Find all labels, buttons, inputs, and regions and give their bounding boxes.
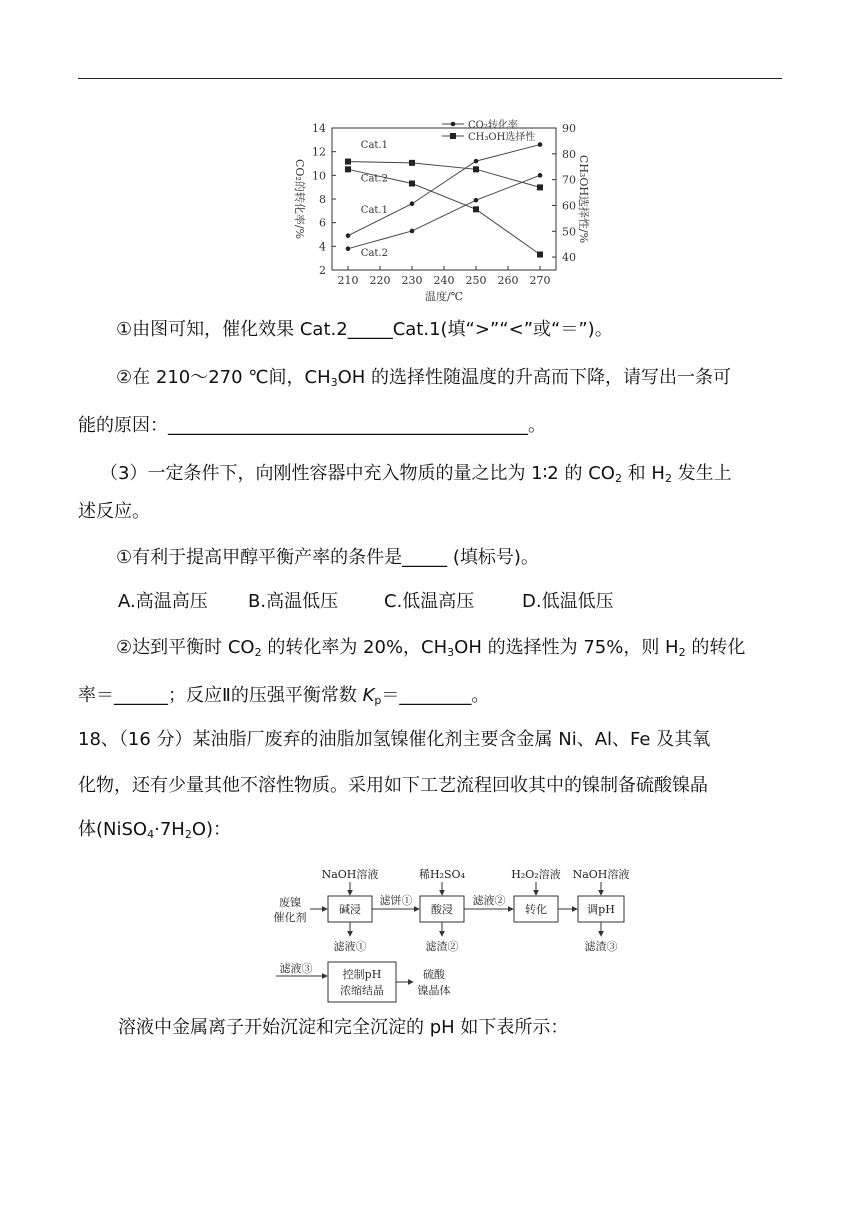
y-left-tick-label: 12 [312,145,326,159]
x-tick-label: 220 [369,274,391,287]
question-18-stem-line2: 化物，还有少量其他不溶性物质。采用如下工艺流程回收其中的镍制备硫酸镍晶 [78,775,708,796]
chart-svg [282,108,590,304]
question-selectivity-reason: ②在 210～270 ℃间，$CH_3OH$ 的选择性随温度的升高而下降，请写出一条可 [116,367,732,389]
y-left-tick-label: 10 [312,169,326,183]
circle-number: ② [116,367,133,388]
flow-residue-2: 滤渣② [425,940,459,953]
question-3-1: ①有利于提高甲醇平衡产率的条件是_____ (填标号)。 [116,547,539,568]
data-point-circle [346,233,351,238]
flow-filtrate-3: 滤液③ [279,962,313,975]
question-3-stem: （3）一定条件下，向刚性容器中充入物质的量之比为 1∶2 的 $CO_2$ 和 $H_2$ 发生上 [100,463,732,485]
x-tick-label: 230 [401,274,423,287]
flow-reagent-h2o2: H₂O₂溶液 [511,868,561,881]
y-right-tick-label: 40 [562,251,576,265]
question-3-stem-line2: 述反应。 [78,501,150,522]
data-point-circle [474,159,479,164]
legend-label-conversion: CO₂转化率 [468,120,518,131]
flow-product-line1: 硫酸 [423,968,445,981]
data-point-square [473,206,479,212]
header-rule [78,78,782,79]
data-point-circle [474,198,479,203]
y-right-tick-label: 50 [562,225,576,239]
legend-label-selectivity: CH₃OH选择性 [468,132,536,143]
data-point-circle [346,246,351,251]
y-axis-left-label: CO₂的转化率/% [293,158,306,240]
option-b[interactable]: B.高温低压 [248,591,339,612]
option-d[interactable]: D.低温低压 [522,591,614,612]
x-axis-label: 温度/℃ [424,290,464,303]
circle-number: ① [116,319,133,340]
y-right-tick-label: 80 [562,147,576,161]
answer-blank[interactable]: _____ [347,319,393,340]
flow-reagent-h2so4: 稀H₂SO₄ [419,868,465,881]
series-label: Cat.2 [360,173,388,185]
flow-feed-line2: 催化剂 [273,911,307,924]
flow-filtrate-2: 滤液② [472,894,506,907]
y-left-tick-label: 14 [312,122,326,135]
y-axis-right-label: CH₃OH选择性/% [577,154,590,244]
question-18-stem: 18、（16 分）某油脂厂废弃的油脂加氢镍催化剂主要含金属 Ni、Al、Fe 及其氧 [78,729,711,750]
circle-number: ① [116,547,133,568]
answer-options [118,588,822,616]
y-left-tick-label: 4 [319,240,326,254]
data-point-square [409,160,415,166]
flow-box-convert-label: 转化 [525,903,547,916]
flow-box-control-ph: 控制pH [342,968,382,981]
y-left-tick-label: 8 [319,193,326,206]
data-point-circle [410,201,415,206]
flow-reagent-naoh-2: NaOH溶液 [572,868,630,881]
flow-product-line2: 镍晶体 [417,984,451,997]
x-tick-label: 270 [529,274,551,287]
data-point-square [537,184,543,190]
question-3-2-line2: 率＝______；反应Ⅱ的压强平衡常数 $K_p=\_\_\_\_\_\_\_\_$。 [78,685,490,707]
conversion-selectivity-chart [282,108,590,304]
flow-reagent-naoh: NaOH溶液 [321,868,379,881]
flow-feed-line1: 废镍 [279,896,301,909]
flow-svg [268,866,638,1008]
process-flow-diagram [268,866,638,1008]
option-c[interactable]: C.低温高压 [384,591,475,612]
x-tick-label: 250 [465,274,487,287]
data-point-square [473,166,479,172]
data-point-square [345,159,351,165]
y-right-tick-label: 90 [562,122,576,135]
data-point-circle [538,173,543,178]
question-selectivity-reason-line2[interactable]: 能的原因：________________________________________。 [78,415,546,436]
series-label: Cat.1 [360,205,388,217]
flow-residue-3: 滤渣③ [584,940,618,953]
data-point-square [409,181,415,187]
flow-box-ph-label: 调pH [587,903,615,916]
y-right-tick-label: 60 [562,199,576,213]
flow-filtrate-1: 滤液① [333,940,367,953]
x-tick-label: 260 [497,274,519,287]
y-right-tick-label: 70 [562,173,576,187]
circle-number: ② [116,637,133,658]
flow-cake-1: 滤饼① [379,894,413,907]
flow-box-acid-label: 酸浸 [431,903,453,916]
question-3-2: ②达到平衡时 $CO_2$ 的转化率为 20%，$CH_3OH$ 的选择性为 75%，则 $H_2$ 的转化 [116,637,746,659]
series-label: Cat.2 [360,247,388,259]
x-tick-label: 240 [433,274,455,287]
option-a[interactable]: A.高温高压 [118,591,208,612]
data-point-square [537,252,543,258]
question-catalyst-compare: ①由图可知，催化效果 Cat.2_____Cat.1(填“>”“<”或“＝”)。 [116,319,613,340]
legend-marker-circle [451,122,456,127]
data-point-circle [538,142,543,147]
series-line [348,145,540,236]
y-left-tick-label: 6 [319,216,326,230]
series-label: Cat.1 [360,140,388,152]
question-18-table-intro: 溶液中金属离子开始沉淀和完全沉淀的 pH 如下表所示： [118,1017,569,1038]
x-tick-label: 210 [337,274,359,287]
legend-marker-square [450,133,456,139]
data-point-square [345,166,351,172]
flow-box-concentrate: 浓缩结晶 [340,984,384,997]
flow-box-alkali-label: 碱浸 [339,903,361,916]
data-point-circle [410,229,415,234]
y-left-tick-label: 2 [319,264,326,277]
question-18-stem-line3: 体$(NiSO_4\cdot 7H_2O)$： [78,819,232,841]
